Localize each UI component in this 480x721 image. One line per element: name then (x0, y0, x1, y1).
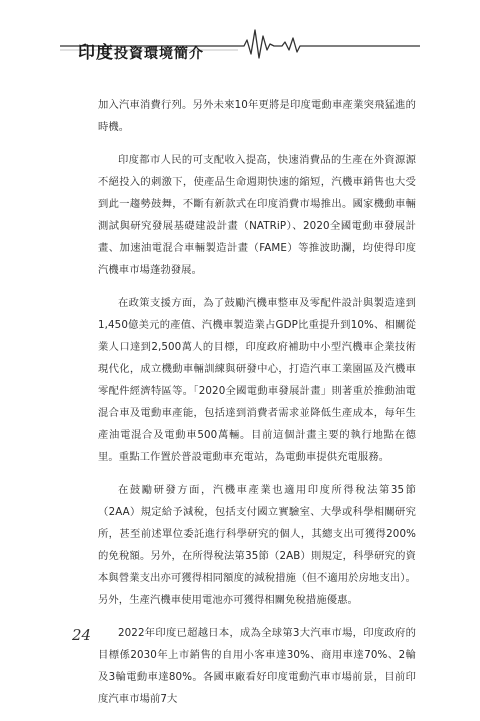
paragraph: 加入汽車消費行列。另外未來10年更將是印度電動車產業突飛猛進的時機。 (98, 99, 416, 133)
body-text (98, 94, 416, 721)
page-number: 24 (72, 626, 92, 644)
paragraph: 在鼓勵研發方面，汽機車產業也適用印度所得稅法第35節（2AA）規定給予減稅，包括支付國立實驗室、大學或科學相關研究所，甚至前述單位委託進行科學研究的個人，其總支出可獲得200%的免稅額。另外，在所得稅法第35節（2AB）則規定，科學研究的資本與營業支出亦可獲得相同額度的減稅措施（但不適用於房地支出）。另外，生產汽機車使用電池亦可獲得相關免稅措施優惠。 (98, 484, 416, 606)
header-title-rest: 投資環境簡介 (114, 46, 204, 62)
header-title-prefix: 印度 (78, 43, 114, 63)
heartbeat-line-icon (0, 0, 480, 64)
header-title (78, 38, 204, 63)
paragraph: 印度都市人民的可支配收入提高，快速消費品的生產在外資源源不絕投入的刺激下，使產品生命週期快速的縮短，汽機車銷售也大受到此一趨勢鼓舞，不斷有新款式在印度消費市場推出。國家機動車輛測試與研究發展基礎建設計畫（NATRiP）、2020全國電動車發展計畫、加速油電混合車輛製造計畫（FAME）等推波助瀾，均使得印度汽機車市場蓬勃發展。 (98, 154, 416, 276)
paragraph: 2022年印度已超越日本，成為全球第3大汽車市場，印度政府的目標係2030年上市銷售的自用小客車達30%、商用車達70%、2輪及3輪電動車達80%。各國車廠看好印度電動汽車市場前景，目前印度汽車市場前7大 (98, 627, 416, 705)
page-header (0, 0, 480, 64)
paragraph: 在政策支援方面，為了鼓勵汽機車整車及零配件設計與製造達到1,450億美元的產值、汽機車製造業占GDP比重提升到10%、相關從業人口達到2,500萬人的目標，印度政府補助中小型汽機車企業技術現代化，成立機動車輛訓練與研發中心，打造汽車工業園區及汽機車零配件經濟特區等。「2020全國電動車發展計畫」則著重於推動油電混合車及電動車產能，包括達到消費者需求並降低生產成本，每年生產油電混合及電動車500萬輛。目前這個計畫主要的執行地點在德里。重點工作置於普設電動車充電站，為電動車提供充電服務。 (98, 297, 416, 463)
